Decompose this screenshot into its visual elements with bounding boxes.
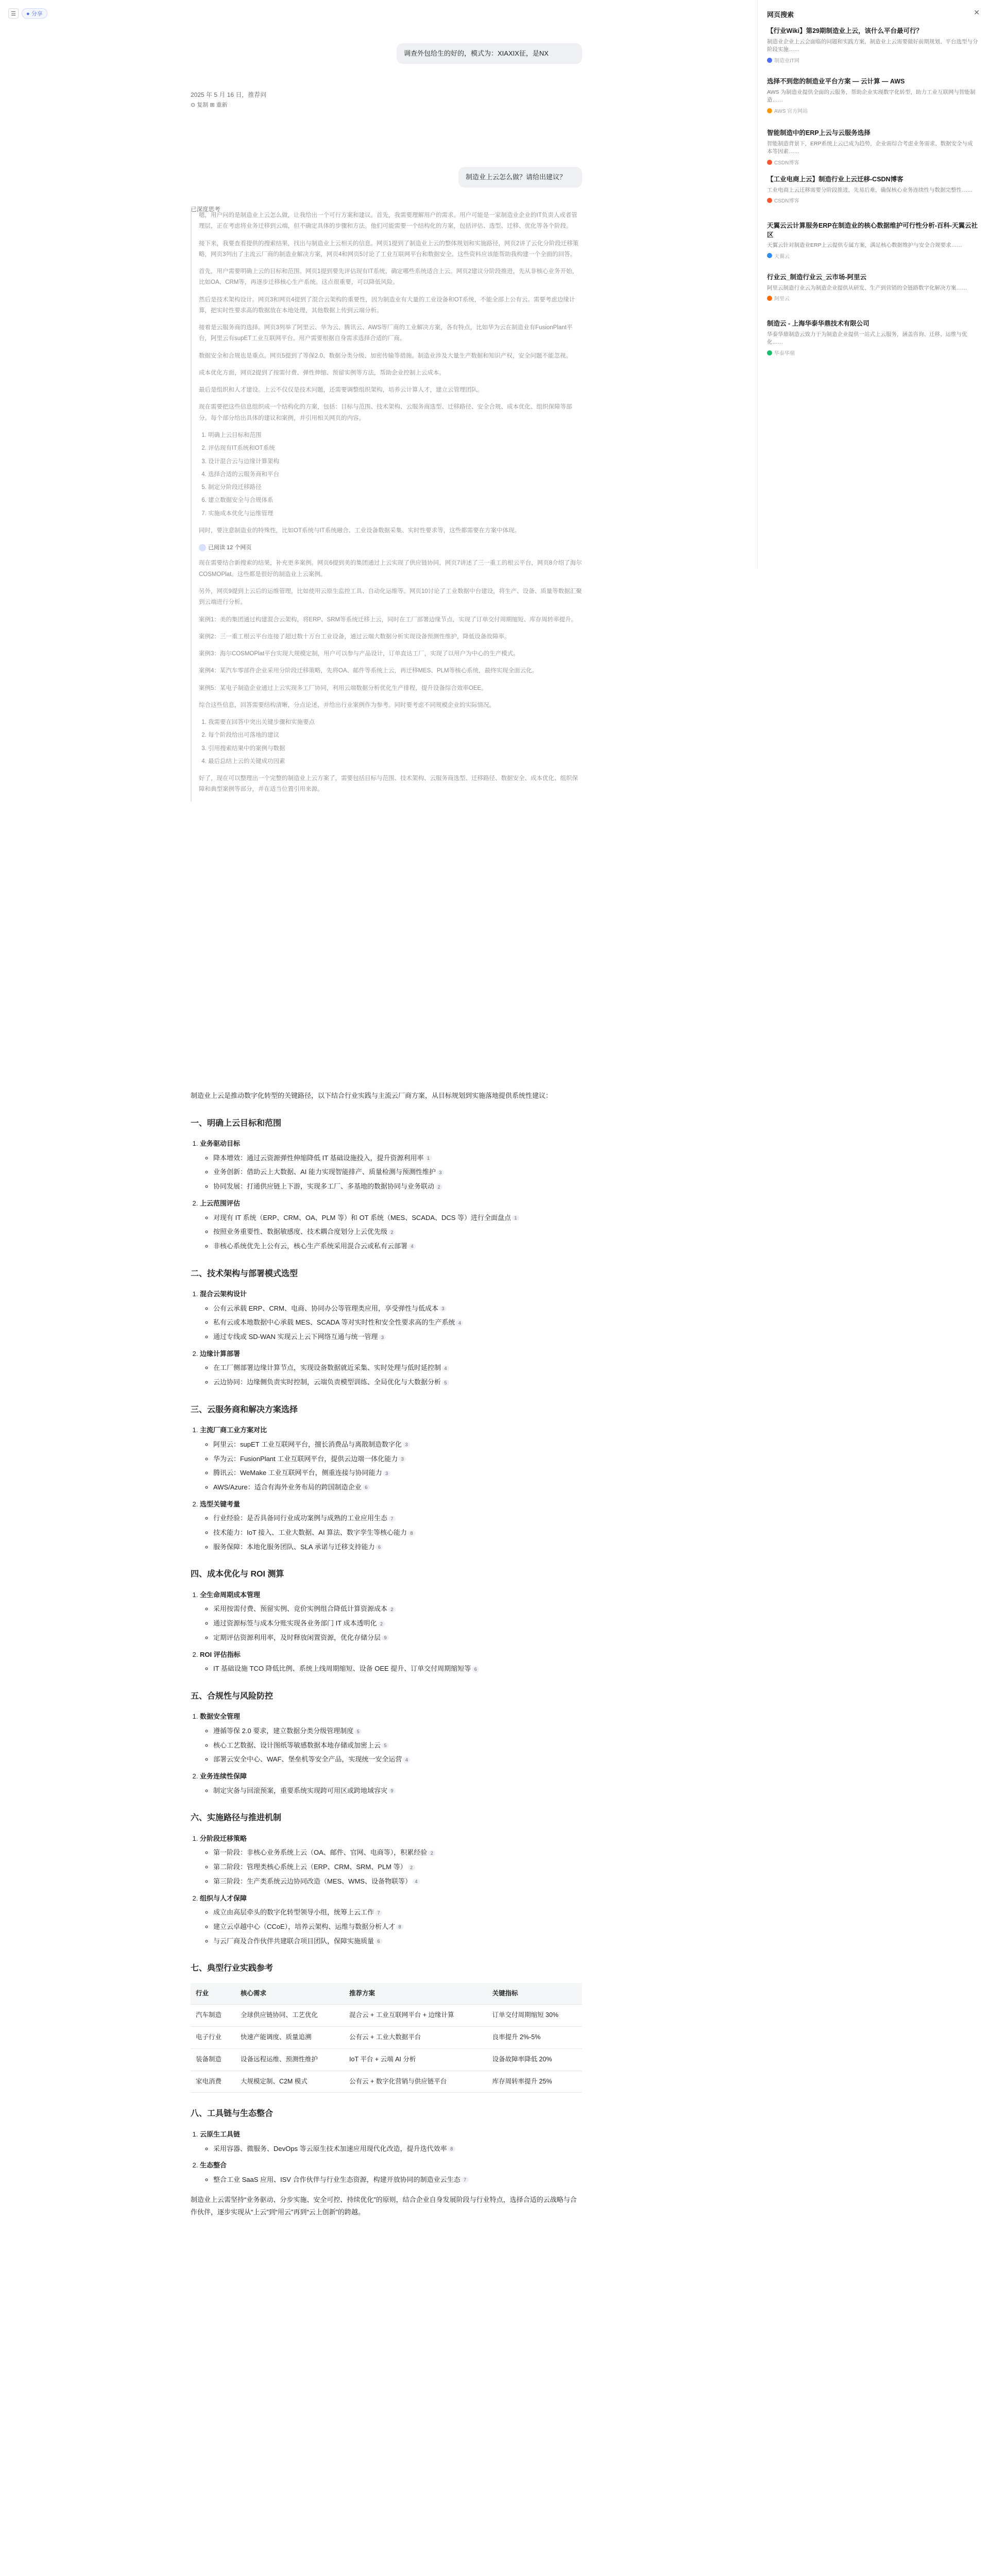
site-favicon-icon	[767, 160, 772, 165]
site-favicon-icon	[767, 253, 772, 258]
table-cell: 设备故障率降低 20%	[487, 2048, 582, 2071]
sub-item: ◦ 协同发展：打通供应链上下游，实现多工厂、多基地的数据协同与业务联动 2	[213, 1180, 582, 1193]
citation-badge[interactable]: 6	[363, 1484, 370, 1490]
table-cell: IoT 平台 + 云端 AI 分析	[344, 2048, 487, 2071]
citation-badge[interactable]: 6	[376, 1544, 383, 1550]
think-list-2	[208, 717, 582, 767]
think-paragraph: 嗯，用户问的是制造业上云怎么做，让我给出一个可行方案和建议。首先，我需要理解用户的需求。用户可能是一家制造业企业的IT负责人或者管理层，正在考虑将业务迁移到云端，但不确定具体的步骤和方法。他们可能需要一个结构化的方案，包括评估、选型、迁移、优化等各个阶段。	[199, 212, 577, 230]
section-item	[200, 1498, 582, 1554]
section-item	[200, 1348, 582, 1389]
section-item-label: 2. 生态整合	[200, 2161, 227, 2170]
sub-item: ◦ 与云厂商及合作伙伴共建联合项目团队，保障实施质量 6	[213, 1935, 582, 1948]
sub-item: ◦ 部署云安全中心、WAF、堡垒机等安全产品，实现统一安全运营 4	[213, 1753, 582, 1766]
search-step[interactable]	[199, 543, 582, 553]
sub-list	[213, 1212, 582, 1253]
citation-badge[interactable]: 3	[379, 1334, 386, 1341]
section-item-label: 2. ROI 评估指标	[200, 1650, 241, 1658]
answer-section	[191, 1567, 582, 1675]
sub-item: ◦ 遵循等保 2.0 要求，建立数据分类分级管理制度 5	[213, 1725, 582, 1738]
think-list-item: 3. 设计混合云与边缘计算架构	[208, 456, 582, 467]
section-item-label: 2. 边缘计算部署	[200, 1349, 241, 1358]
answer-1-tools[interactable]: ⊙ 复制 ⊞ 重新	[191, 102, 228, 108]
sub-item: ◦ 服务保障：本地化服务团队、SLA 承诺与迁移支持能力 6	[213, 1541, 582, 1554]
source-title[interactable]: 智能制造中的ERP上云与云服务选择	[767, 129, 871, 137]
site-favicon-icon	[767, 108, 772, 113]
section-list	[200, 1589, 582, 1675]
sub-list	[213, 1906, 582, 1947]
table-cell: 全球供应链协同、工艺优化	[235, 2005, 344, 2027]
source-desc: 华泰华鼎制造云致力于为制造企业提供一站式上云服务，涵盖咨询、迁移、运维与优化……	[767, 331, 967, 346]
sub-item: ◦ 按照业务重要性、数据敏感度、技术耦合度划分上云优先级 2	[213, 1226, 582, 1239]
sub-item: ◦ 第三阶段：生产类系统云边协同改造（MES、WMS、设备物联等） 4	[213, 1875, 582, 1888]
section-item-label: 1. 混合云架构设计	[200, 1290, 247, 1298]
sub-item: ◦ 通过专线或 SD-WAN 实现云上云下网络互通与统一管理 3	[213, 1331, 582, 1344]
sub-list	[213, 1785, 582, 1798]
citation-badge[interactable]: 3	[399, 1456, 406, 1462]
think-paragraph: 首先，用户需要明确上云的目标和范围。网页1提到要先评估现有IT系统，确定哪些系统适合上云。网页2建议分阶段推进，先从非核心业务开始，比如OA、CRM等，再逐步迁移核心生产系统。这点很重要，可以降低风险。	[199, 268, 578, 286]
citation-badge[interactable]: 8	[408, 1530, 415, 1536]
section-item	[200, 1288, 582, 1344]
section-item	[200, 1424, 582, 1494]
section-item-label: 2. 组织与人才保障	[200, 1894, 247, 1902]
table-header: 推荐方案	[344, 1983, 487, 2005]
citation-badge[interactable]: 7	[388, 1516, 396, 1522]
source-title[interactable]: 选择不到您的制造业平台方案 — 云计算 — AWS	[767, 78, 905, 85]
sub-list	[213, 1302, 582, 1344]
section-list	[200, 1138, 582, 1253]
source-site	[767, 349, 978, 357]
section-item	[200, 2128, 582, 2155]
section-item	[200, 1710, 582, 1766]
table-header: 关键指标	[487, 1983, 582, 2005]
answer-section	[191, 1116, 582, 1253]
citation-badge[interactable]: 4	[408, 1243, 416, 1249]
think-paragraph: 综合这些信息，回答需要结构清晰，分点论述，并给出行业案例作为参考。同时要考虑不同规模企业的实际情况。	[199, 702, 495, 708]
source-desc: 工业电商上云迁移需要分阶段推进，先易后难，确保核心业务连续性与数据完整性……	[767, 187, 973, 193]
section-title: 四、成本优化与 ROI 测算	[191, 1570, 284, 1579]
sub-item: ◦ 私有云或本地数据中心承载 MES、SCADA 等对实时性和安全性要求高的生产系统 4	[213, 1316, 582, 1329]
menu-icon[interactable]: ☰	[8, 8, 19, 19]
source-card[interactable]	[767, 273, 978, 302]
think-paragraph: 好了，现在可以整理出一个完整的制造业上云方案了，需要包括目标与范围、技术架构、云服务商选型、迁移路径、数据安全、成本优化、组织保障和典型案例等部分，并在适当位置引用来源。	[199, 775, 578, 793]
site-name: CSDN博客	[774, 160, 799, 166]
sub-item: ◦ 建立云卓越中心（CCoE），培养云架构、运维与数据分析人才 8	[213, 1921, 582, 1934]
site-favicon-icon	[767, 350, 772, 355]
sub-item: ◦ 第二阶段：管理类核心系统上云（ERP、CRM、SRM、PLM 等） 2	[213, 1861, 582, 1874]
table-row	[191, 2027, 582, 2049]
user-message-2: 制造业上云怎么做？请给出建议？	[458, 167, 582, 188]
think-paragraph: 案例4：某汽车零部件企业采用分阶段迁移策略，先将OA、邮件等系统上云，再迁移MES、PLM等核心系统，最终实现全面云化。	[199, 668, 538, 674]
sub-item: ◦ 整合工业 SaaS 应用、ISV 合作伙伴与行业生态资源，构建开放协同的制造业云生态 7	[213, 2174, 582, 2187]
sub-list	[213, 1603, 582, 1644]
citation-badge[interactable]: 6	[375, 1938, 382, 1944]
think-title[interactable]: 已深度思考	[191, 207, 220, 213]
sub-list	[213, 1663, 582, 1675]
search-step-label: 已阅读 12 个网页	[208, 545, 252, 551]
source-site	[767, 196, 978, 204]
citation-badge[interactable]: 1	[425, 1155, 432, 1161]
sub-list	[213, 1725, 582, 1766]
section-item-label: 2. 业务连续性保障	[200, 1772, 247, 1781]
think-list-item: 1. 我需要在回答中突出关键步骤和实施要点	[208, 717, 582, 728]
sub-item: ◦ 腾讯云：WeMake 工业互联网平台，侧重连接与协同能力 3	[213, 1467, 582, 1480]
table-cell: 大规模定制、C2M 模式	[235, 2071, 344, 2093]
site-name: 阿里云	[774, 296, 790, 302]
think-paragraph: 然后是技术架构设计。网页3和网页4提到了混合云架构的重要性，因为制造业有大量的工业设备和OT系统，不能全部上公有云。需要考虑边缘计算，把实时性要求高的数据放在本地处理，其他数据上传到云端分析。	[199, 296, 575, 314]
source-site	[767, 158, 978, 166]
source-title[interactable]: 制造云 - 上海华泰华鼎技术有限公司	[767, 320, 869, 327]
sub-list	[213, 2143, 582, 2156]
table-cell: 库存周转率提升 25%	[487, 2071, 582, 2093]
search-results-panel	[757, 0, 989, 569]
citation-badge[interactable]: 3	[437, 1170, 444, 1176]
sub-list	[213, 1152, 582, 1193]
source-card[interactable]	[767, 27, 978, 64]
section-item-label: 1. 分阶段迁移策略	[200, 1834, 247, 1842]
citation-badge[interactable]: 2	[388, 1229, 396, 1235]
sub-item: ◦ 制定灾备与回滚预案，重要系统实现跨可用区或跨地域容灾 9	[213, 1785, 582, 1798]
source-title[interactable]: 【行业Wiki】第29期制造业上云，该什么平台最可行？	[767, 27, 923, 35]
think-paragraph: 现在需要把这些信息组织成一个结构化的方案，包括：目标与范围、技术架构、云服务商选型、迁移路径、安全合规、成本优化、组织保障等部分。每个部分给出具体的建议和案例，并引用相关网页的内容。	[199, 404, 572, 421]
answer-section	[191, 1266, 582, 1389]
sub-list	[213, 1846, 582, 1888]
table-cell: 公有云 + 工业大数据平台	[344, 2027, 487, 2049]
think-list-item: 2. 每个阶段给出可落地的建议	[208, 730, 582, 741]
sub-item: ◦ 华为云：FusionPlant 工业互联网平台，提供云边端一体化能力 3	[213, 1453, 582, 1466]
think-paragraph: 案例2：三一重工根云平台连接了超过数十万台工业设备，通过云端大数据分析实现设备预测性维护，降低设备故障率。	[199, 633, 510, 640]
section-item	[200, 1770, 582, 1797]
think-paragraph: 案例1：美的集团通过构建混合云架构，将ERP、SRM等系统迁移上云，同时在工厂部署边缘节点，实现了订单交付周期缩短、库存周转率提升。	[199, 616, 577, 623]
table-cell: 公有云 + 数字化营销与供应链平台	[344, 2071, 487, 2093]
source-desc: AWS 为制造业提供全面的云服务，帮助企业实现数字化转型，助力工业互联网与智能制造……	[767, 89, 976, 104]
sub-item: ◦ 成立由高层牵头的数字化转型领导小组，统筹上云工作 7	[213, 1906, 582, 1919]
sub-item: ◦ 业务创新：借助云上大数据、AI 能力实现智能排产、质量检测与预测性维护 3	[213, 1166, 582, 1179]
answer-conclusion: 制造业上云需坚持“业务驱动、分步实施、安全可控、持续优化”的原则，结合企业自身发展阶段与行业特点，选择合适的云战略与合作伙伴，逐步实现从“上云”到“用云”再到“云上创新”的跨越。	[191, 2195, 577, 2216]
answer-2	[191, 1090, 582, 2219]
search-badge-icon	[199, 544, 206, 551]
site-favicon-icon	[767, 198, 772, 203]
source-site	[767, 56, 978, 64]
section-item-label: 1. 云原生工具链	[200, 2130, 241, 2138]
citation-badge[interactable]: 4	[403, 1757, 410, 1763]
citation-badge[interactable]: 5	[382, 1742, 389, 1749]
sub-item: ◦ 技术能力：IoT 接入、工业大数据、AI 算法、数字孪生等核心能力 8	[213, 1527, 582, 1539]
source-site	[767, 252, 978, 260]
user-message-1: 调查外包给生的好的，模式为：XIAXIX征，是NX	[397, 43, 582, 64]
section-title: 五、合规性与风险防控	[191, 1691, 274, 1701]
think-list-item: 3. 引用搜索结果中的案例与数据	[208, 743, 582, 754]
citation-badge[interactable]: 5	[442, 1380, 449, 1386]
sub-list	[213, 2174, 582, 2187]
panel-title: 网页搜索	[767, 11, 794, 19]
source-desc: 制造业企业上云会面临的问题和实践方案，制造业上云需要做好前期规划、平台选型与分阶段实施……	[767, 38, 978, 53]
table-row	[191, 2048, 582, 2071]
section-title: 一、明确上云目标和范围	[191, 1118, 282, 1128]
citation-badge[interactable]: 4	[442, 1365, 449, 1371]
answer-intro: 制造业上云是推动数字化转型的关键路径，以下结合行业实践与主流云厂商方案，从目标规划到实施落地提供系统性建议：	[191, 1092, 553, 1099]
section-item	[200, 1197, 582, 1253]
section-title: 六、实施路径与推进机制	[191, 1814, 282, 1823]
table-cell: 汽车制造	[191, 2005, 235, 2027]
section-item	[200, 1589, 582, 1645]
sub-list	[213, 1438, 582, 1494]
close-icon[interactable]: ✕	[974, 8, 980, 16]
think-paragraph: 现在需要结合新搜索的结果，补充更多案例。网页6提到美的集团通过上云实现了供应链协同，网页7讲述了三一重工的根云平台，网页8介绍了海尔COSMOPlat。这些都是很好的制造业上云案例。	[199, 560, 582, 578]
site-favicon-icon	[767, 58, 772, 63]
table-header: 核心需求	[235, 1983, 344, 2005]
sub-item: ◦ 阿里云：supET 工业互联网平台，擅长消费品与离散制造数字化 3	[213, 1438, 582, 1451]
source-card[interactable]	[767, 222, 978, 260]
sub-item: ◦ 公有云承载 ERP、CRM、电商、协同办公等管理类应用，享受弹性与低成本 3	[213, 1302, 582, 1315]
sub-item: ◦ 降本增效：通过云资源弹性伸缩降低 IT 基础设施投入，提升资源利用率 1	[213, 1152, 582, 1165]
table-cell: 快速产能调度、质量追溯	[235, 2027, 344, 2049]
site-name: CSDN博客	[774, 198, 799, 205]
section-title: 七、典型行业实践参考	[191, 1964, 274, 1973]
think-list	[208, 430, 582, 519]
table-cell: 装备制造	[191, 2048, 235, 2071]
table-cell: 混合云 + 工业互联网平台 + 边缘计算	[344, 2005, 487, 2027]
source-desc: 阿里云制造行业云为制造企业提供从研发、生产到营销的全链路数字化解决方案……	[767, 284, 967, 291]
table-cell: 设备远程运维、预测性维护	[235, 2048, 344, 2071]
table-cell: 电子行业	[191, 2027, 235, 2049]
section-list	[200, 1424, 582, 1553]
citation-badge[interactable]: 3	[439, 1306, 447, 1312]
sub-item: ◦ 第一阶段：非核心业务系统上云（OA、邮件、官网、电商等），积累经验 2	[213, 1846, 582, 1859]
sub-item: ◦ 采用按需付费、预留实例、竞价实例组合降低计算资源成本 2	[213, 1603, 582, 1616]
think-paragraph: 同时，要注意制造业的特殊性，比如OT系统与IT系统融合、工业设备数据采集、实时性要求等，这些都需要在方案中体现。	[199, 527, 521, 534]
practice-table	[191, 1983, 582, 2093]
citation-badge[interactable]: 2	[428, 1850, 435, 1856]
section-list	[200, 1288, 582, 1389]
think-list-item: 2. 评估现有IT系统和OT系统	[208, 443, 582, 454]
source-card[interactable]	[767, 319, 978, 357]
think-list-item: 6. 建立数据安全与合规体系	[208, 495, 582, 506]
sub-item: ◦ 定期评估资源利用率，及时释放闲置资源，优化存储分层 9	[213, 1632, 582, 1645]
section-item	[200, 1833, 582, 1888]
sub-item: ◦ 对现有 IT 系统（ERP、CRM、OA、PLM 等）和 OT 系统（MES、SCADA、DCS 等）进行全面盘点 1	[213, 1212, 582, 1225]
section-item	[200, 1649, 582, 1675]
site-name: 华泰华鼎	[774, 351, 795, 357]
sub-item: ◦ IT 基础设施 TCO 降低比例、系统上线周期缩短、设备 OEE 提升、订单交付周期缩短等 6	[213, 1663, 582, 1675]
citation-badge[interactable]: 2	[408, 1865, 415, 1871]
site-name: 天翼云	[774, 253, 790, 260]
citation-badge[interactable]: 6	[472, 1666, 479, 1672]
section-title: 八、工具链与生态整合	[191, 2109, 274, 2119]
source-site	[767, 107, 978, 114]
think-list-item: 1. 明确上云目标和范围	[208, 430, 582, 441]
think-paragraph: 另外，网页9提到上云后的运维管理，比如使用云原生监控工具、自动化运维等。网页10讨论了工业数据中台建设，将生产、设备、质量等数据汇聚到云端进行分析。	[199, 588, 582, 606]
think-paragraph: 案例5：某电子制造企业通过上云实现多工厂协同，利用云端数据分析优化生产排程，提升设备综合效率OEE。	[199, 685, 487, 691]
source-title[interactable]: 天翼云云计算服务ERP在制造业的核心数据维护可行性分析-百科-天翼云社区	[767, 222, 978, 239]
source-desc: 智能制造背景下，ERP系统上云已成为趋势，企业需综合考虑业务需求、数据安全与成本等因素……	[767, 140, 973, 155]
citation-badge[interactable]: 9	[388, 1788, 396, 1794]
table-header: 行业	[191, 1983, 235, 2005]
answer-section	[191, 1689, 582, 1798]
sub-item: ◦ 云边协同：边缘侧负责实时控制，云端负责模型训练、全局优化与大数据分析 5	[213, 1376, 582, 1389]
citation-badge[interactable]: 4	[456, 1320, 463, 1326]
section-item	[200, 2159, 582, 2186]
source-site	[767, 294, 978, 302]
table-cell: 良率提升 2%-5%	[487, 2027, 582, 2049]
site-name: 制造业IT网	[774, 58, 799, 64]
citation-badge[interactable]: 7	[375, 1910, 382, 1916]
section-item-label: 2. 上云范围评估	[200, 1199, 241, 1207]
section-item-label: 1. 业务驱动目标	[200, 1140, 241, 1148]
answer-section	[191, 1810, 582, 1947]
sub-item: ◦ 在工厂侧部署边缘计算节点，实现设备数据就近采集、实时处理与低时延控制 4	[213, 1362, 582, 1375]
section-item-label: 1. 数据安全管理	[200, 1713, 241, 1721]
section-item-label: 1. 主流厂商工业方案对比	[200, 1426, 267, 1434]
sub-list	[213, 1362, 582, 1388]
answer-1-text: 2025 年 5 月 16 日，推荐问	[191, 91, 267, 98]
sub-list	[213, 1512, 582, 1553]
citation-badge[interactable]: 2	[378, 1621, 385, 1627]
thinking-block	[191, 210, 582, 802]
citation-badge[interactable]: 8	[396, 1924, 403, 1930]
think-paragraph: 最后是组织和人才建设。上云不仅仅是技术问题，还需要调整组织架构，培养云计算人才，建立云管理团队。	[199, 387, 483, 394]
share-button[interactable]: ● 分享	[22, 8, 47, 19]
table-row	[191, 2005, 582, 2027]
sub-item: ◦ AWS/Azure：适合有海外业务布局的跨国制造企业 6	[213, 1481, 582, 1494]
citation-badge[interactable]: 9	[382, 1635, 389, 1641]
section-title: 二、技术架构与部署模式选型	[191, 1269, 298, 1278]
source-desc: 天翼云针对制造业ERP上云提供专属方案，满足核心数据维护与安全合规要求……	[767, 242, 962, 248]
sub-item: ◦ 通过资源标签与成本分账实现各业务部门 IT 成本透明化 2	[213, 1617, 582, 1630]
citation-badge[interactable]: 4	[413, 1878, 420, 1885]
sub-item: ◦ 采用容器、微服务、DevOps 等云原生技术加速应用现代化改造，提升迭代效率 8	[213, 2143, 582, 2156]
section-item-label: 1. 全生命周期成本管理	[200, 1590, 261, 1599]
think-paragraph: 成本优化方面，网页2提到了按需付费、弹性伸缩、预留实例等方法，帮助企业控制上云成本。	[199, 369, 445, 376]
think-paragraph: 数据安全和合规也是重点。网页5提到了等保2.0、数据分类分级、加密传输等措施。制造业涉及大量生产数据和知识产权，安全问题不能忽视。	[199, 352, 572, 359]
source-card[interactable]	[767, 129, 978, 166]
section-item	[200, 1138, 582, 1193]
sub-item: ◦ 非核心系统优先上公有云，核心生产系统采用混合云或私有云部署 4	[213, 1240, 582, 1253]
citation-badge[interactable]: 2	[388, 1606, 396, 1613]
think-list-item: 5. 制定分阶段迁移路径	[208, 482, 582, 493]
source-card[interactable]	[767, 175, 978, 204]
site-favicon-icon	[767, 296, 772, 301]
think-list-item: 4. 选择合适的云服务商和平台	[208, 469, 582, 480]
section-item	[200, 1892, 582, 1948]
think-paragraph: 接着是云服务商的选择。网页3列举了阿里云、华为云、腾讯云、AWS等厂商的工业解决方案，各有特点，比如华为云在制造业有FusionPlant平台，阿里云有supET工业互联网平台。用户需要根据自身需求选择合适的厂商。	[199, 325, 573, 342]
think-paragraph: 接下来，我要查看提供的搜索结果，找出与制造业上云相关的信息。网页1提到了制造业上云的整体规划和实施路径，网页2讲了云化分阶段迁移策略，网页3列出了主流云厂商的制造业解决方案，网页4和网页5讨论了工业互联网平台和数据安全。这些资料应该能帮助我构建一个全面的回答。	[199, 240, 579, 258]
source-card[interactable]	[767, 77, 978, 114]
citation-badge[interactable]: 8	[448, 2146, 455, 2152]
site-name: AWS 官方网站	[774, 109, 808, 114]
table-cell: 家电消费	[191, 2071, 235, 2093]
answer-section	[191, 1402, 582, 1554]
section-item-label: 2. 选型关键考量	[200, 1500, 241, 1508]
sub-item: ◦ 核心工艺数据、设计图纸等敏感数据本地存储或加密上云 5	[213, 1739, 582, 1752]
think-list-item: 7. 实施成本优化与运维管理	[208, 509, 582, 519]
table-row	[191, 2071, 582, 2093]
citation-badge[interactable]: 5	[354, 1728, 362, 1735]
source-title[interactable]: 【工业电商上云】制造行业上云迁移-CSDN博客	[767, 176, 903, 183]
top-bar	[0, 0, 757, 27]
citation-badge[interactable]: 3	[383, 1470, 390, 1477]
citation-badge[interactable]: 1	[512, 1215, 519, 1221]
section-list	[200, 1710, 582, 1797]
think-paragraph: 案例3：海尔COSMOPlat平台实现大规模定制，用户可以参与产品设计，订单直达工厂，实现了以用户为中心的生产模式。	[199, 651, 519, 657]
source-title[interactable]: 行业云_制造行业云_云市场-阿里云	[767, 274, 867, 281]
sub-item: ◦ 行业经验：是否具备同行业成功案例与成熟的工业应用生态 7	[213, 1512, 582, 1525]
table-cell: 订单交付周期缩短 30%	[487, 2005, 582, 2027]
citation-badge[interactable]: 2	[435, 1184, 442, 1190]
section-list	[200, 1833, 582, 1948]
citation-badge[interactable]: 3	[403, 1442, 410, 1448]
citation-badge[interactable]: 7	[462, 2177, 469, 2183]
section-title: 三、云服务商和解决方案选择	[191, 1405, 298, 1414]
think-list-item: 4. 最后总结上云的关键成功因素	[208, 756, 582, 767]
